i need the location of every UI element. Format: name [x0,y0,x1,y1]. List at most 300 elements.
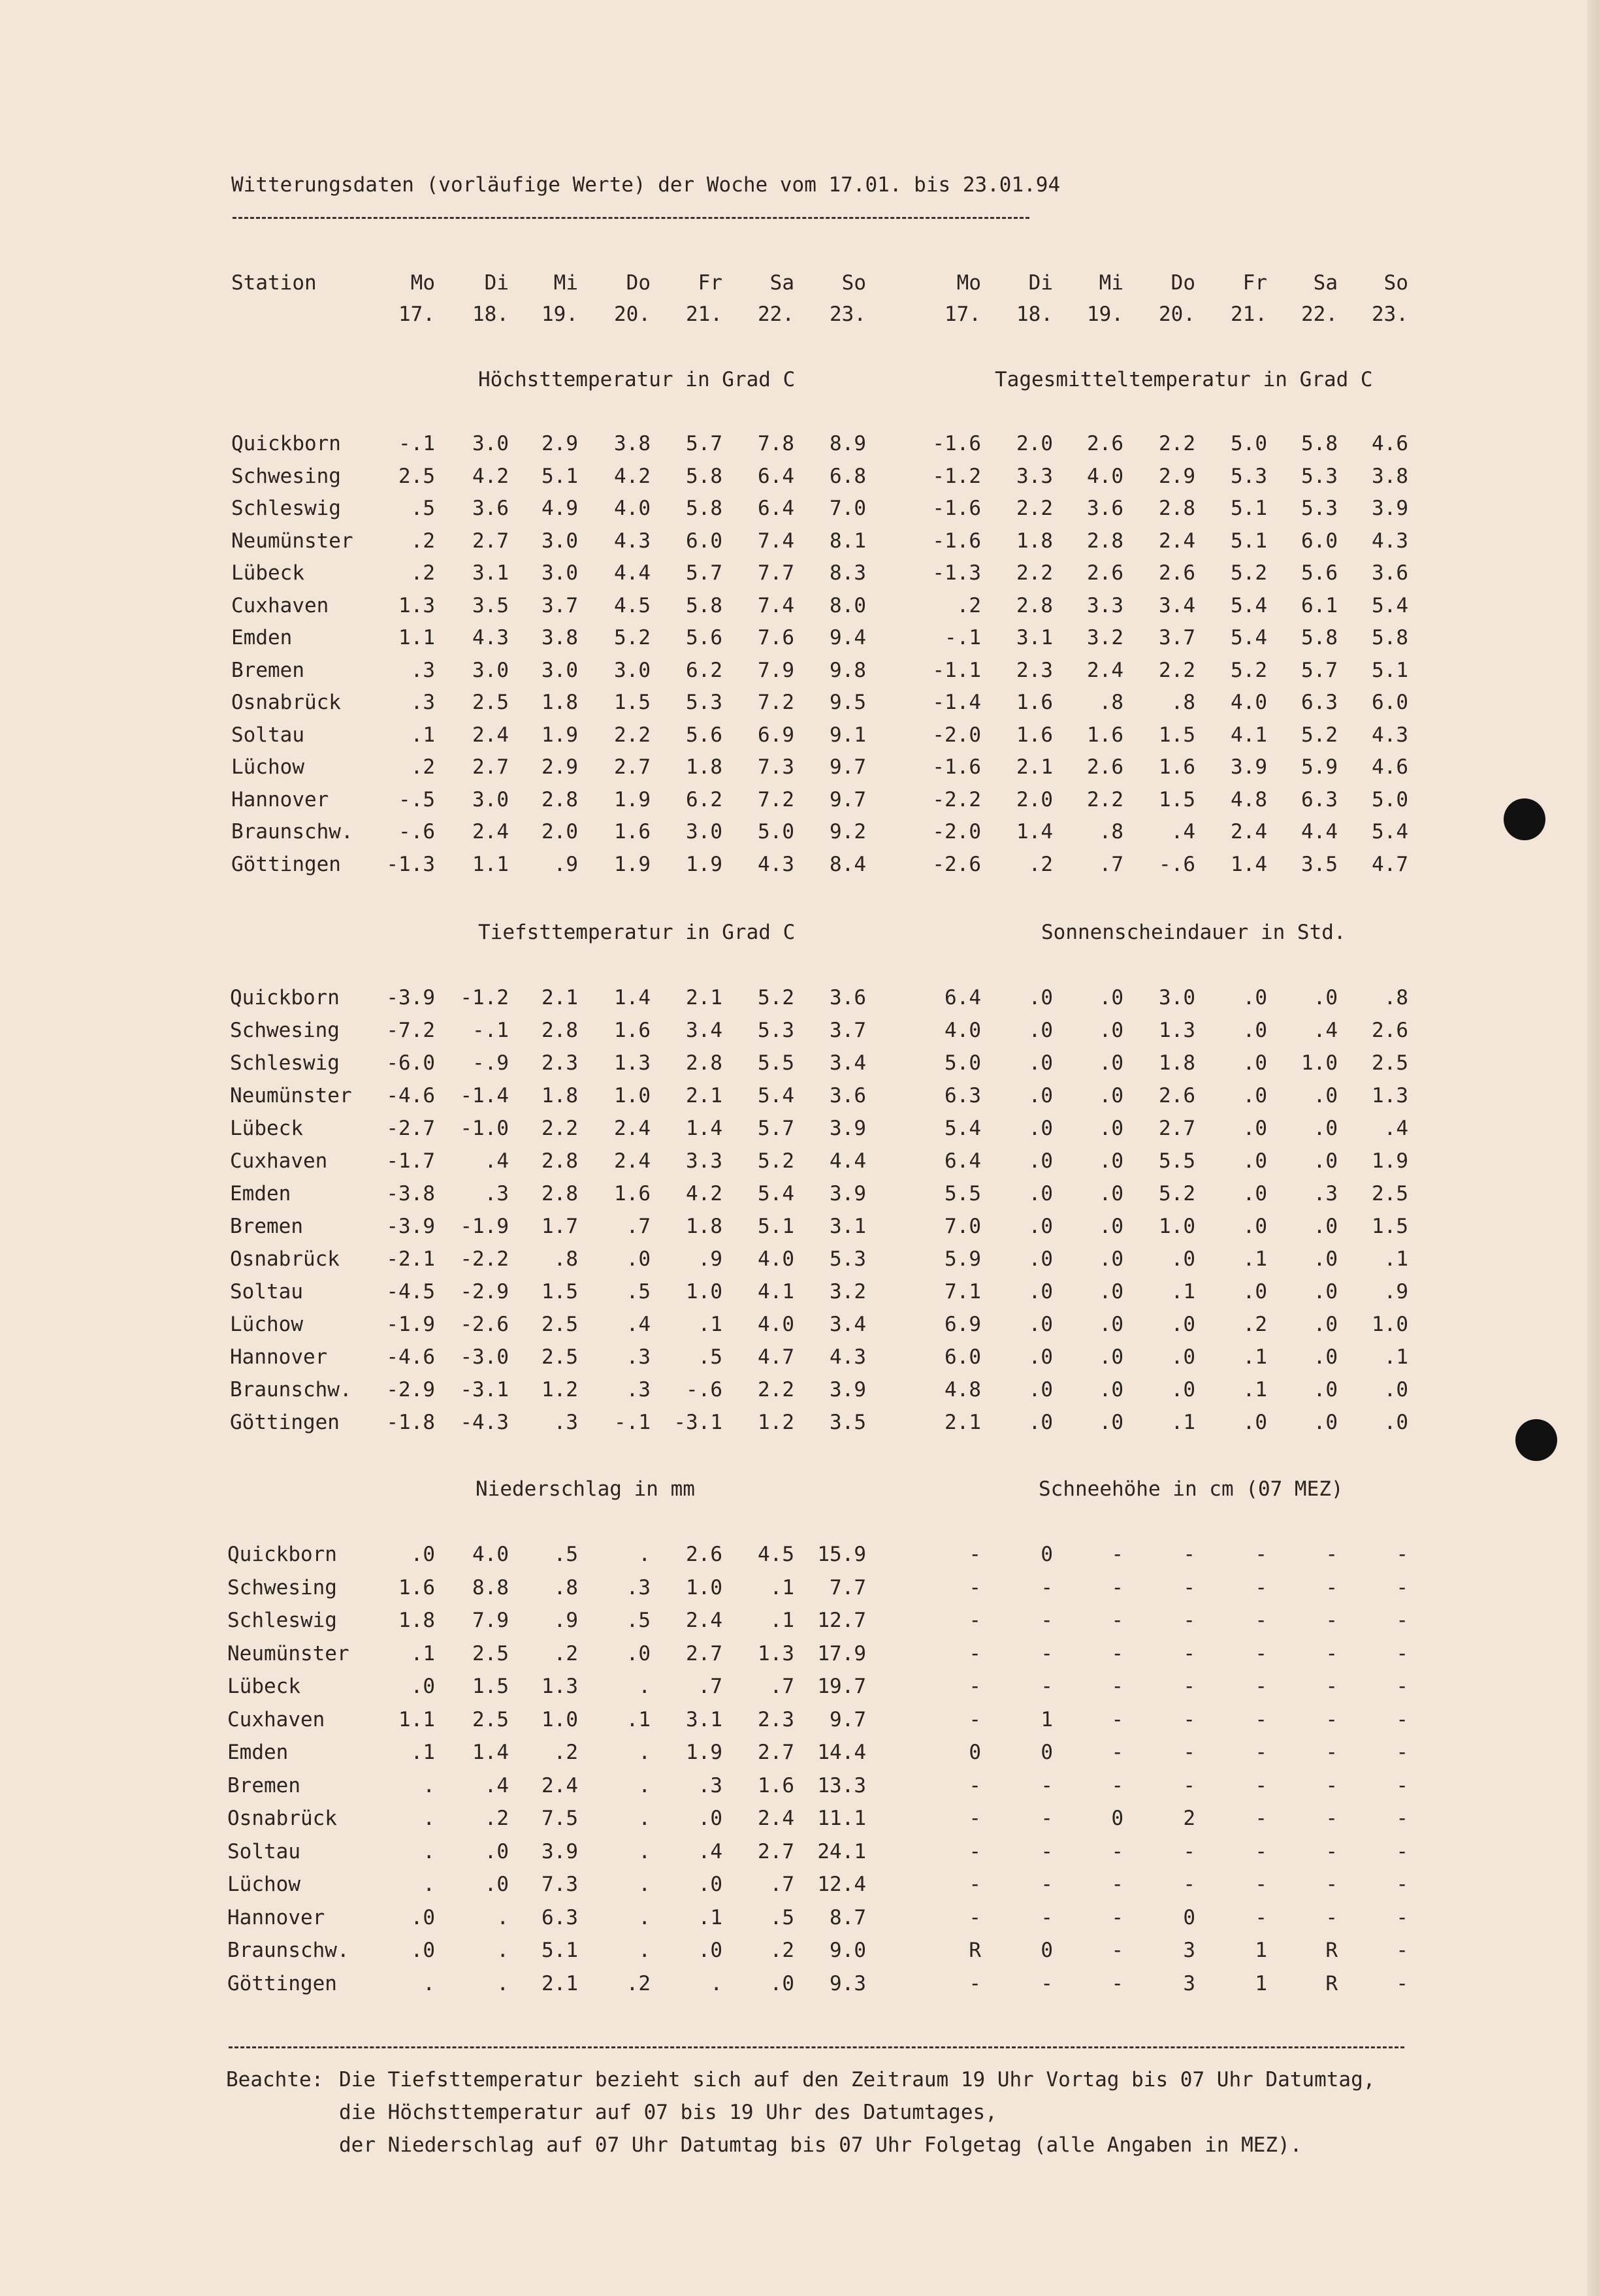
table-cell: - [1041,1675,1053,1698]
table-cell: 1.4 [614,986,651,1009]
day-header: Di [1028,271,1053,295]
table-cell: 1.6 [614,1019,651,1042]
table-cell: 2.8 [541,1019,578,1042]
station-name: Hannover [231,788,329,812]
table-cell: - [969,1873,981,1896]
table-cell: .0 [1242,1182,1267,1205]
table-cell: .0 [1028,1019,1053,1042]
table-cell: .0 [626,1642,651,1665]
table-cell: .0 [1242,1051,1267,1075]
table-cell: .0 [1242,1411,1267,1434]
table-cell: .7 [769,1675,794,1698]
table-cell: 6.3 [945,1084,981,1107]
table-cell: 5.5 [945,1182,981,1205]
table-cell: 2.4 [1087,659,1123,682]
table-cell: 2.2 [1159,659,1195,682]
table-cell: -2.1 [386,1247,435,1271]
table-cell: 1.9 [614,788,651,812]
table-cell: .0 [1171,1247,1195,1271]
table-cell: . [638,1939,651,1962]
table-cell: - [1111,1939,1123,1962]
station-name: Emden [230,1182,291,1205]
day-header: Mo [956,271,981,295]
table-cell: .0 [1099,1084,1123,1107]
table-cell: - [1396,1972,1408,1995]
station-name: Bremen [227,1774,300,1797]
table-cell: 5.8 [686,594,722,617]
table-cell: . [638,1741,651,1764]
table-cell: 2.6 [1087,561,1123,585]
table-cell: 4.0 [1231,691,1267,714]
table-cell: 4.4 [614,561,651,585]
title-divider [233,217,1029,219]
table-cell: .1 [1383,1345,1408,1369]
footer-divider [229,2046,1404,2048]
table-cell: .5 [698,1345,722,1369]
table-cell: 7.6 [758,626,794,649]
table-cell: R [1325,1939,1338,1962]
table-cell: 5.3 [1301,497,1338,520]
table-cell: -.1 [398,432,435,455]
table-cell: - [1255,1543,1267,1566]
table-cell: . [496,1972,509,1995]
table-cell: -2.2 [932,788,981,812]
table-cell: .0 [1099,1345,1123,1369]
table-cell: 2.8 [1016,594,1053,617]
table-cell: 5.3 [830,1247,866,1271]
table-cell: 4.3 [1372,723,1408,747]
table-cell: 9.7 [830,788,866,812]
table-cell: - [1183,1774,1195,1797]
table-cell: 6.4 [945,986,981,1009]
table-cell: - [1255,1807,1267,1830]
station-name: Lübeck [227,1675,300,1698]
table-cell: 5.6 [1301,561,1338,585]
table-cell: 8.4 [830,853,866,876]
table-cell: .4 [484,1149,509,1173]
table-cell: 1.8 [686,755,722,779]
table-cell: 0 [1041,1543,1053,1566]
table-cell: 2.9 [541,432,578,455]
table-cell: 1.3 [758,1642,794,1665]
table-cell: .0 [698,1873,722,1896]
date-header: 17. [945,303,981,326]
table-cell: - [1325,1642,1338,1665]
table-cell: .3 [1313,1182,1338,1205]
table-cell: .0 [1242,1280,1267,1304]
table-cell: 1.4 [1016,820,1053,844]
table-cell: .0 [1028,1051,1053,1075]
punch-hole [1504,798,1545,840]
table-cell: . [710,1972,722,1995]
table-cell: 6.2 [686,788,722,812]
table-cell: . [423,1807,435,1830]
station-name: Quickborn [227,1543,337,1566]
table-cell: 5.0 [1231,432,1267,455]
table-cell: 2.7 [472,755,509,779]
table-cell: 3.0 [614,659,651,682]
table-cell: 4.3 [830,1345,866,1369]
table-cell: 5.1 [1231,497,1267,520]
table-cell: 3.9 [830,1378,866,1402]
table-cell: .4 [1171,820,1195,844]
table-cell: .0 [1028,1084,1053,1107]
table-cell: -1.6 [932,755,981,779]
table-cell: .3 [698,1774,722,1797]
table-cell: -2.6 [460,1313,509,1336]
table-cell: - [1325,1741,1338,1764]
table-cell: .1 [410,1642,435,1665]
table-cell: 7.0 [945,1215,981,1238]
table-cell: .0 [1313,1215,1338,1238]
table-cell: - [1396,1543,1408,1566]
table-cell: 5.4 [1372,594,1408,617]
table-cell: 1.6 [1087,723,1123,747]
table-cell: - [1041,1807,1053,1830]
table-cell: - [1041,1840,1053,1863]
table-cell: .9 [1383,1280,1408,1304]
table-cell: 9.5 [830,691,866,714]
table-cell: 5.0 [945,1051,981,1075]
table-cell: - [1111,1741,1123,1764]
table-cell: -2.9 [386,1378,435,1402]
table-cell: 2.4 [541,1774,578,1797]
table-cell: - [1041,1906,1053,1929]
section-title: Tagesmitteltemperatur in Grad C [995,368,1373,391]
table-cell: 1.4 [686,1117,722,1140]
table-cell: 3.1 [830,1215,866,1238]
table-cell: 5.1 [541,465,578,488]
table-cell: 1.6 [758,1774,794,1797]
table-cell: 1.5 [1159,723,1195,747]
table-cell: 2.3 [1016,659,1053,682]
table-cell: 8.0 [830,594,866,617]
table-cell: 5.6 [686,626,722,649]
table-cell: 1.6 [1016,691,1053,714]
table-cell: 3.9 [830,1117,866,1140]
table-cell: - [1255,1609,1267,1632]
table-cell: 1.6 [1159,755,1195,779]
table-cell: .0 [1099,986,1123,1009]
table-cell: 1.1 [398,626,435,649]
table-cell: - [1255,1873,1267,1896]
table-cell: .0 [1099,1280,1123,1304]
table-cell: 4.4 [830,1149,866,1173]
station-name: Braunschw. [230,1378,352,1402]
table-cell: 7.7 [830,1576,866,1599]
table-cell: 3.0 [541,659,578,682]
table-cell: 4.6 [1372,432,1408,455]
table-cell: 3.0 [472,788,509,812]
table-cell: -2.6 [932,853,981,876]
table-cell: -1.6 [932,432,981,455]
table-cell: 1.3 [1372,1084,1408,1107]
table-cell: 3.0 [541,529,578,553]
table-cell: 2.7 [758,1741,794,1764]
table-cell: - [1111,1576,1123,1599]
table-cell: .0 [1242,1149,1267,1173]
table-cell: -2.0 [932,723,981,747]
table-cell: - [1183,1873,1195,1896]
table-cell: 7.1 [945,1280,981,1304]
station-name: Emden [231,626,293,649]
table-cell: 3.9 [541,1840,578,1863]
table-cell: 3.3 [1016,465,1053,488]
page-title: Witterungsdaten (vorläufige Werte) der Woche vom 17.01. bis 23.01.94 [231,173,1061,197]
table-cell: 1.9 [686,1741,722,1764]
table-cell: 4.2 [686,1182,722,1205]
table-cell: .1 [410,1741,435,1764]
table-cell: .1 [1242,1378,1267,1402]
note-label: Beachte: [226,2068,324,2091]
table-cell: 2.4 [472,820,509,844]
table-cell: 2.2 [758,1378,794,1402]
table-cell: -4.6 [386,1345,435,1369]
table-cell: 3.0 [472,659,509,682]
table-cell: 1.1 [398,1708,435,1731]
table-cell: 5.2 [758,986,794,1009]
table-cell: 6.3 [541,1906,578,1929]
table-cell: . [496,1906,509,1929]
table-cell: 8.8 [472,1576,509,1599]
table-cell: .8 [553,1247,578,1271]
table-cell: 2.8 [541,788,578,812]
table-cell: 2.6 [1159,561,1195,585]
table-cell: .4 [626,1313,651,1336]
table-cell: 6.4 [758,497,794,520]
table-cell: 2.7 [758,1840,794,1863]
station-name: Lüchow [230,1313,303,1336]
table-cell: .0 [1313,1378,1338,1402]
table-cell: - [1396,1939,1408,1962]
station-name: Neumünster [227,1642,349,1665]
table-cell: 5.7 [758,1117,794,1140]
date-header: 19. [1087,303,1123,326]
table-cell: 1.8 [541,691,578,714]
table-cell: 4.2 [472,465,509,488]
table-cell: 2.4 [758,1807,794,1830]
table-cell: 5.8 [686,465,722,488]
table-cell: 2.3 [541,1051,578,1075]
table-cell: 4.3 [472,626,509,649]
table-cell: 5.2 [1231,561,1267,585]
table-cell: .0 [1099,1411,1123,1434]
table-cell: 4.6 [1372,755,1408,779]
table-cell: -.5 [398,788,435,812]
table-cell: 2.4 [472,723,509,747]
table-cell: -3.1 [460,1378,509,1402]
table-cell: -1.6 [932,497,981,520]
table-cell: . [496,1939,509,1962]
table-cell: 5.5 [1159,1149,1195,1173]
table-cell: 9.0 [830,1939,866,1962]
table-cell: .0 [626,1247,651,1271]
table-cell: .5 [410,497,435,520]
table-cell: 4.0 [1087,465,1123,488]
table-cell: 2.8 [1087,529,1123,553]
table-cell: 2.1 [541,1972,578,1995]
table-cell: 5.2 [614,626,651,649]
table-cell: 2.4 [614,1117,651,1140]
table-cell: 3.5 [472,594,509,617]
table-cell: 4.4 [1301,820,1338,844]
table-cell: .4 [1383,1117,1408,1140]
table-cell: 3.7 [541,594,578,617]
table-cell: - [1396,1807,1408,1830]
table-cell: 8.9 [830,432,866,455]
table-cell: .0 [769,1972,794,1995]
table-cell: .2 [410,529,435,553]
table-cell: 1.5 [472,1675,509,1698]
paper-edge [1587,0,1599,2296]
table-cell: .5 [553,1543,578,1566]
table-cell: 2.5 [472,691,509,714]
table-cell: 2.1 [945,1411,981,1434]
table-cell: 1.2 [541,1378,578,1402]
table-cell: - [1183,1675,1195,1698]
station-name: Lübeck [231,561,304,585]
table-cell: 4.0 [945,1019,981,1042]
table-cell: 1.4 [472,1741,509,1764]
table-cell: 1.0 [686,1280,722,1304]
station-name: Osnabrück [231,691,341,714]
table-cell: 2.2 [1087,788,1123,812]
table-cell: 3.0 [541,561,578,585]
table-cell: .0 [1242,1084,1267,1107]
table-cell: 1.2 [758,1411,794,1434]
day-header: Mi [553,271,578,295]
table-cell: 8.3 [830,561,866,585]
table-cell: - [1183,1840,1195,1863]
day-header: Do [626,271,651,295]
table-cell: -7.2 [386,1019,435,1042]
note-line: Die Tiefsttemperatur bezieht sich auf den Zeitraum 19 Uhr Vortag bis 07 Uhr Datumtag, [339,2068,1376,2091]
table-cell: 3.7 [830,1019,866,1042]
table-cell: 5.8 [1301,432,1338,455]
station-name: Schwesing [227,1576,337,1599]
station-name: Quickborn [231,432,341,455]
table-cell: 1.5 [541,1280,578,1304]
table-cell: 5.7 [686,432,722,455]
table-cell: 3.5 [830,1411,866,1434]
table-cell: 3.8 [1372,465,1408,488]
day-header: Mi [1099,271,1123,295]
table-cell: .0 [1242,1019,1267,1042]
table-cell: 2.5 [472,1642,509,1665]
table-cell: - [1325,1840,1338,1863]
table-cell: - [1396,1774,1408,1797]
table-cell: . [638,1906,651,1929]
table-cell: - [1396,1873,1408,1896]
table-cell: .0 [698,1939,722,1962]
table-cell: 7.2 [758,691,794,714]
date-header: 17. [398,303,435,326]
table-cell: 6.4 [758,465,794,488]
table-cell: -.6 [1159,853,1195,876]
station-name: Lüchow [227,1873,300,1896]
table-cell: 5.2 [1159,1182,1195,1205]
table-cell: 3.6 [830,986,866,1009]
table-cell: .2 [410,561,435,585]
table-cell: .9 [553,1609,578,1632]
table-cell: .4 [484,1774,509,1797]
table-cell: 3.7 [1159,626,1195,649]
table-cell: .1 [1242,1345,1267,1369]
day-header: Mo [410,271,435,295]
station-name: Schleswig [230,1051,340,1075]
table-cell: 9.2 [830,820,866,844]
date-header: 22. [758,303,794,326]
table-cell: 3.9 [830,1182,866,1205]
station-name: Göttingen [230,1411,340,1434]
table-cell: .0 [1099,1117,1123,1140]
table-cell: 7.0 [830,497,866,520]
table-cell: 1.8 [541,1084,578,1107]
table-cell: 2.2 [1159,432,1195,455]
table-cell: - [1255,1708,1267,1731]
table-cell: - [1041,1642,1053,1665]
table-cell: . [638,1807,651,1830]
table-cell: -.1 [472,1019,509,1042]
table-cell: 4.0 [758,1313,794,1336]
table-cell: 2.1 [686,986,722,1009]
date-header: 20. [1159,303,1195,326]
table-cell: 2.2 [614,723,651,747]
table-cell: . [423,1972,435,1995]
table-cell: .0 [1313,986,1338,1009]
station-name: Göttingen [227,1972,337,1995]
table-cell: 4.9 [541,497,578,520]
table-cell: - [1325,1576,1338,1599]
table-cell: 1.1 [472,853,509,876]
station-name: Hannover [230,1345,328,1369]
table-cell: - [1041,1576,1053,1599]
table-cell: .0 [698,1807,722,1830]
table-cell: 5.8 [1301,626,1338,649]
table-cell: 4.1 [758,1280,794,1304]
table-cell: 2.5 [398,465,435,488]
table-cell: 6.0 [945,1345,981,1369]
table-cell: 3.4 [1159,594,1195,617]
table-cell: - [1183,1642,1195,1665]
table-cell: 1.6 [398,1576,435,1599]
table-cell: R [1325,1972,1338,1995]
station-name: Cuxhaven [227,1708,325,1731]
table-cell: .3 [626,1378,651,1402]
table-cell: 4.3 [758,853,794,876]
station-name: Lüchow [231,755,304,779]
table-cell: .2 [484,1807,509,1830]
table-cell: .0 [1242,1215,1267,1238]
table-cell: 6.2 [686,659,722,682]
table-cell: - [1396,1576,1408,1599]
table-cell: -2.7 [386,1117,435,1140]
table-cell: 11.1 [817,1807,866,1830]
table-cell: - [1111,1675,1123,1698]
table-cell: 5.1 [758,1215,794,1238]
table-cell: .0 [1028,1280,1053,1304]
table-cell: 3 [1183,1939,1195,1962]
table-cell: 6.0 [686,529,722,553]
table-cell: 2.8 [686,1051,722,1075]
day-header: Fr [698,271,722,295]
station-name: Cuxhaven [230,1149,328,1173]
day-header: So [1383,271,1408,295]
table-cell: 2.0 [1016,788,1053,812]
table-cell: 9.7 [830,1708,866,1731]
table-cell: - [969,1642,981,1665]
table-cell: -.6 [686,1378,722,1402]
